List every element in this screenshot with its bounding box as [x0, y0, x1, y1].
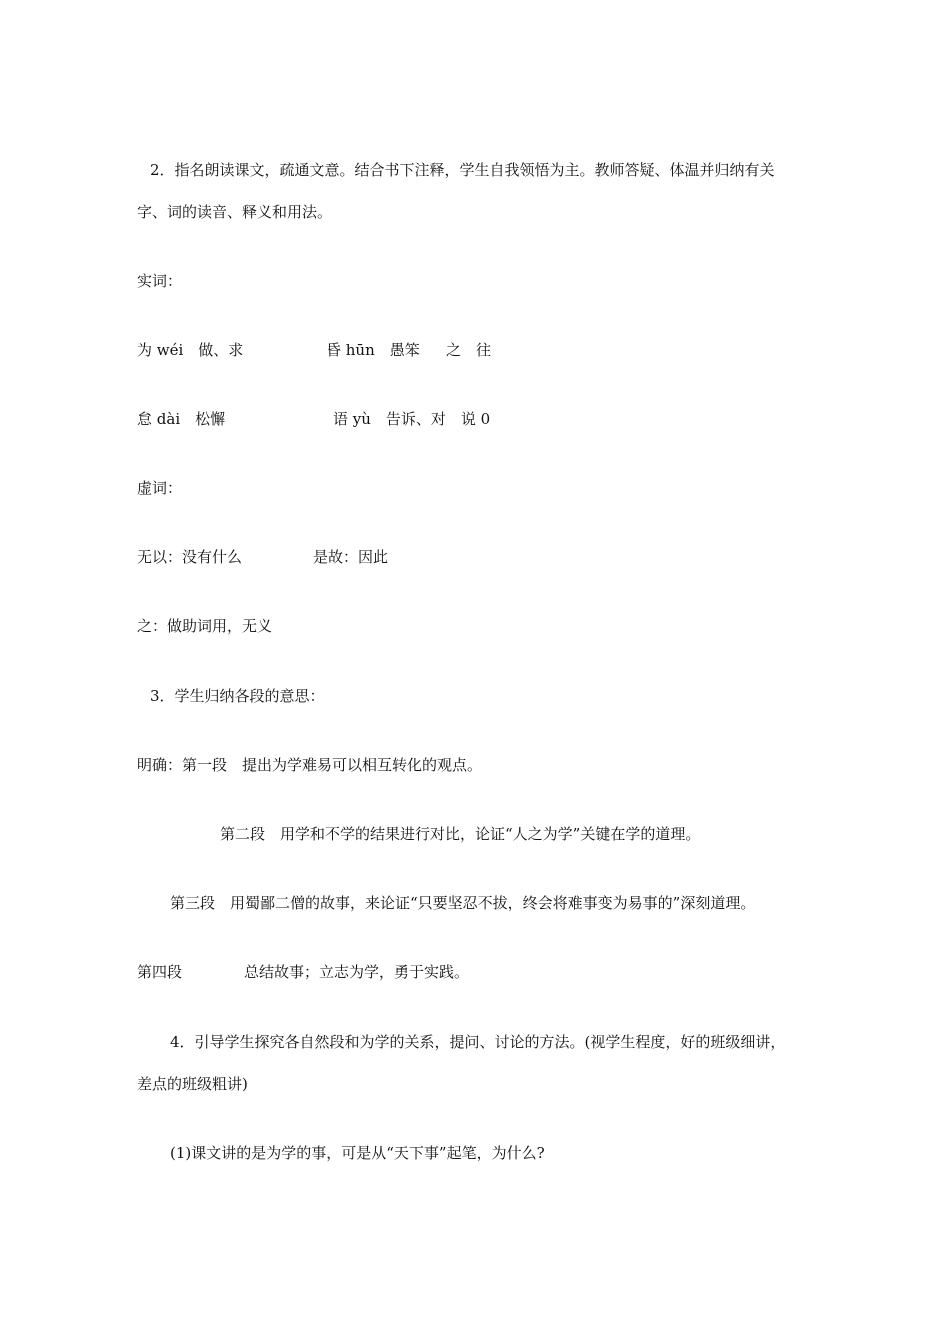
- paragraph-summary-4-label: 第四段: [137, 963, 183, 981]
- shici-heading: 实词：: [137, 272, 183, 290]
- shici-term-wei: 为 wéi 做、求: [137, 341, 244, 359]
- paragraph-summary-2: 第二段 用学和不学的结果进行对比，论证“人之为学”关键在学的道理。: [220, 825, 701, 843]
- item2-line2: 字、词的读音、释义和用法。: [137, 203, 333, 221]
- shici-term-yu: 语 yù 告诉、对 说 0: [333, 410, 491, 428]
- xuci-term-wuyi: 无以：没有什么: [137, 548, 243, 566]
- shici-term-dai: 怠 dài 松懈: [137, 410, 226, 428]
- question-1: (1)课文讲的是为学的事，可是从“天下事”起笔，为什么?: [170, 1144, 545, 1162]
- paragraph-summary-3: 第三段 用蜀鄙二僧的故事，来论证“只要坚忍不拔，终会将难事变为易事的”深刻道理。: [170, 894, 756, 912]
- shici-term-hun: 昏 hūn 愚笨: [326, 341, 420, 359]
- item2-line1: 2．指名朗读课文，疏通文意。结合书下注释，学生自我领悟为主。教师答疑、体温并归纳有关: [150, 161, 775, 179]
- xuci-row2: 之：做助词用，无义: [137, 617, 273, 635]
- item4-line1: 4．引导学生探究各自然段和为学的关系，提问、讨论的方法。(视学生程度，好的班级细讲，: [170, 1033, 786, 1051]
- shici-term-zhi: 之 往: [446, 341, 492, 359]
- xuci-term-shigu: 是故：因此: [313, 548, 389, 566]
- paragraph-summary-1: 明确：第一段 提出为学难易可以相互转化的观点。: [137, 756, 483, 774]
- item3-line: 3．学生归纳各段的意思：: [150, 687, 325, 705]
- paragraph-summary-4-text: 总结故事；立志为学，勇于实践。: [244, 963, 470, 981]
- xuci-heading: 虚词：: [137, 479, 183, 497]
- item4-line2: 差点的班级粗讲): [137, 1075, 248, 1093]
